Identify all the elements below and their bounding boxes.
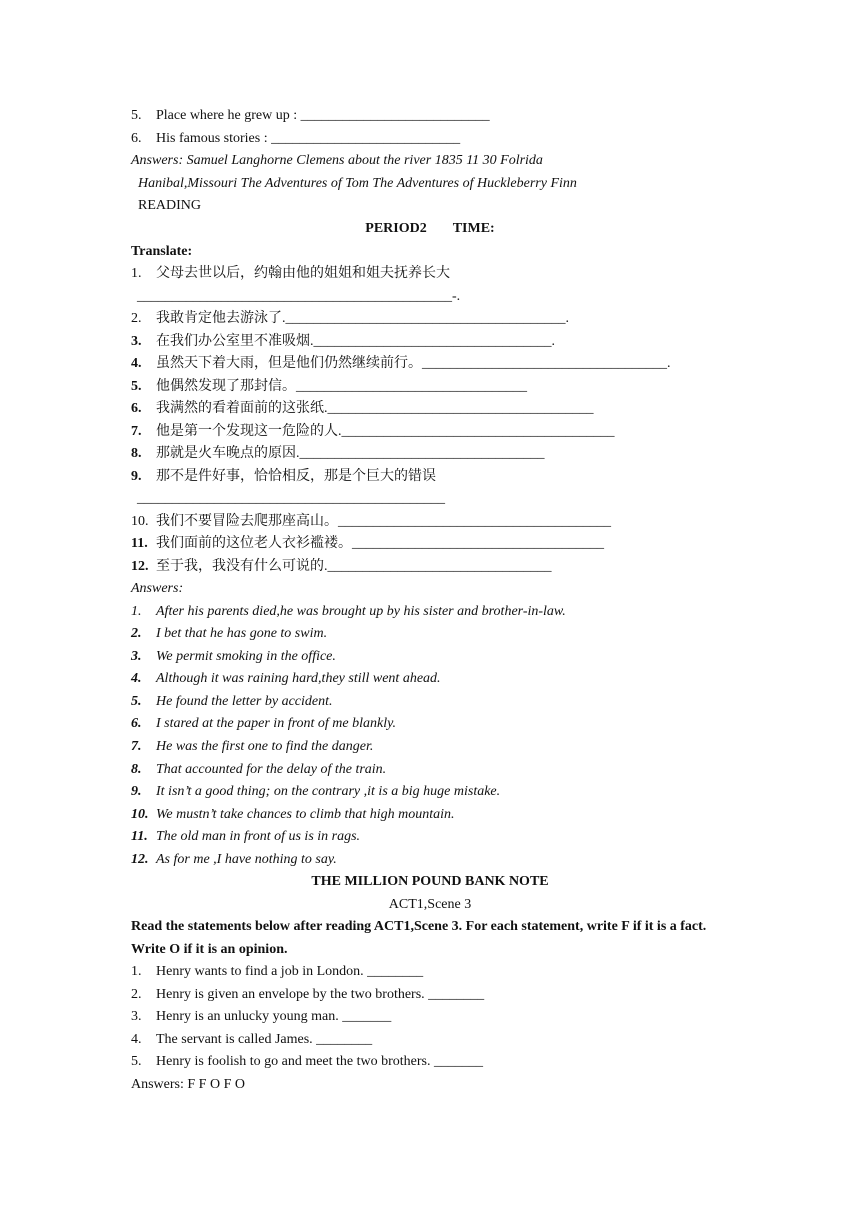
item-number: 11. (131, 536, 148, 551)
answer-blank: _____________________________________________-. (137, 289, 461, 304)
item-number: 3. (131, 1009, 142, 1024)
translate-item (131, 423, 615, 441)
translate-item (131, 310, 569, 328)
instruction-text: Read the statements below after reading ACT1,Scene 3. For each statement, write F if it is a fact. Write O if it is an opinion. (131, 919, 707, 957)
item-number: 12. (131, 852, 149, 867)
answers-line: Answers: F F O F O (131, 1077, 245, 1092)
item-number: 8. (131, 446, 142, 461)
item-number: 4. (131, 1032, 142, 1047)
statement-item (131, 1008, 391, 1026)
item-text: 我们面前的这位老人衣衫褴褛。____________________________________ (156, 536, 604, 551)
translate-item (131, 535, 604, 553)
item-text: 那不是件好事，恰恰相反，那是个巨大的错误 (156, 469, 436, 484)
translate-item (131, 513, 611, 531)
statement-item (131, 963, 423, 981)
answer-item (131, 603, 566, 621)
item-text: 我敢肯定他去游泳了.________________________________________. (156, 311, 569, 326)
item-number: 1. (131, 266, 142, 281)
item-text: After his parents died,he was brought up by his sister and brother-in-law. (156, 604, 566, 619)
section-label: READING (138, 198, 201, 213)
item-text: 我满然的看着面前的这张纸.______________________________________ (156, 401, 594, 416)
item-number: 7. (131, 424, 142, 439)
answer-item (131, 783, 500, 801)
answer-item (131, 828, 360, 846)
statement-item (131, 1031, 372, 1049)
item-text: We permit smoking in the office. (156, 649, 336, 664)
item-text: He was the first one to find the danger. (156, 739, 374, 754)
item-text: 在我们办公室里不准吸烟.__________________________________. (156, 334, 555, 349)
item-number: 5. (131, 1054, 142, 1069)
answer-item (131, 761, 386, 779)
item-number: 5. (131, 694, 142, 709)
answers-label: Answers: (131, 581, 184, 596)
item-number: 10. (131, 807, 149, 822)
item-text: I bet that he has gone to swim. (156, 626, 328, 641)
item-text: That accounted for the delay of the train. (156, 762, 387, 777)
item-number: 7. (131, 739, 142, 754)
statement-item (131, 1053, 483, 1071)
item-text: Although it was raining hard,they still went ahead. (156, 671, 441, 686)
answer-item (131, 851, 337, 869)
translate-item (131, 355, 671, 373)
answer-item (131, 648, 336, 666)
time-label: TIME: (452, 221, 495, 236)
item-text: It isn’t a good thing; on the contrary ,it is a big huge mistake. (156, 784, 501, 799)
answer-blank: ____________________________________________ (137, 491, 445, 506)
answer-item (131, 625, 327, 643)
item-number: 3. (131, 649, 142, 664)
item-text: 那就是火车晚点的原因.___________________________________ (156, 446, 545, 461)
item-text: The servant is called James. ________ (156, 1032, 373, 1047)
item-number: 9. (131, 469, 142, 484)
item-number: 3. (131, 334, 142, 349)
item-text: I stared at the paper in front of me blankly. (156, 716, 397, 731)
translate-item (131, 468, 436, 486)
item-number: 1. (131, 964, 142, 979)
answer-item (131, 806, 455, 824)
item-number: 10. (131, 514, 149, 529)
item-number: 4. (131, 671, 142, 686)
translate-item (131, 558, 552, 576)
item-number: 6. (131, 131, 142, 146)
question-item (131, 130, 460, 148)
answers-line: Answers: Samuel Langhorne Clemens about the river 1835 11 30 Folrida (131, 153, 543, 168)
item-text: 至于我，我没有什么可说的.________________________________ (156, 559, 552, 574)
item-number: 9. (131, 784, 142, 799)
item-number: 2. (131, 987, 142, 1002)
translate-item (131, 378, 527, 396)
answer-item (131, 738, 373, 756)
item-number: 6. (131, 716, 142, 731)
answers-line: Hanibal,Missouri The Adventures of Tom The Adventures of Huckleberry Finn (138, 176, 577, 191)
translate-item (131, 445, 545, 463)
item-text: 我们不要冒险去爬那座高山。_______________________________________ (156, 514, 611, 529)
item-text: Henry is an unlucky young man. _______ (156, 1009, 392, 1024)
item-text: We mustn’t take chances to climb that high mountain. (156, 807, 455, 822)
item-text: As for me ,I have nothing to say. (156, 852, 337, 867)
item-number: 2. (131, 626, 142, 641)
item-number: 4. (131, 356, 142, 371)
translate-item (131, 333, 555, 351)
item-text: 虽然天下着大雨，但是他们仍然继续前行。___________________________________. (156, 356, 671, 371)
translate-item (131, 265, 450, 283)
item-text: Henry is given an envelope by the two brothers. ________ (156, 987, 485, 1002)
section-subtitle: ACT1,Scene 3 (388, 897, 472, 912)
item-text: His famous stories : ___________________________ (156, 131, 461, 146)
statement-item (131, 986, 484, 1004)
item-text: The old man in front of us is in rags. (156, 829, 361, 844)
question-item (131, 107, 490, 125)
translate-item (131, 400, 594, 418)
item-number: 5. (131, 108, 142, 123)
translate-heading: Translate: (131, 244, 193, 259)
item-number: 11. (131, 829, 148, 844)
item-number: 5. (131, 379, 142, 394)
item-number: 12. (131, 559, 149, 574)
answer-item (131, 693, 333, 711)
period-heading (0, 220, 860, 238)
answer-item (131, 715, 396, 733)
period-label: PERIOD2 (365, 221, 427, 236)
item-number: 8. (131, 762, 142, 777)
item-text: 他偶然发现了那封信。_________________________________ (156, 379, 527, 394)
item-text: Place where he grew up : ___________________________ (156, 108, 490, 123)
item-text: He found the letter by accident. (156, 694, 333, 709)
item-text: 父母去世以后，约翰由他的姐姐和姐夫抚养长大 (156, 266, 450, 281)
section-title: THE MILLION POUND BANK NOTE (311, 874, 549, 889)
item-number: 2. (131, 311, 142, 326)
item-number: 6. (131, 401, 142, 416)
answer-item (131, 670, 441, 688)
item-text: 他是第一个发现这一危险的人._______________________________________ (156, 424, 615, 439)
item-text: Henry is foolish to go and meet the two brothers. _______ (156, 1054, 484, 1069)
item-text: Henry wants to find a job in London. ________ (156, 964, 424, 979)
item-number: 1. (131, 604, 142, 619)
